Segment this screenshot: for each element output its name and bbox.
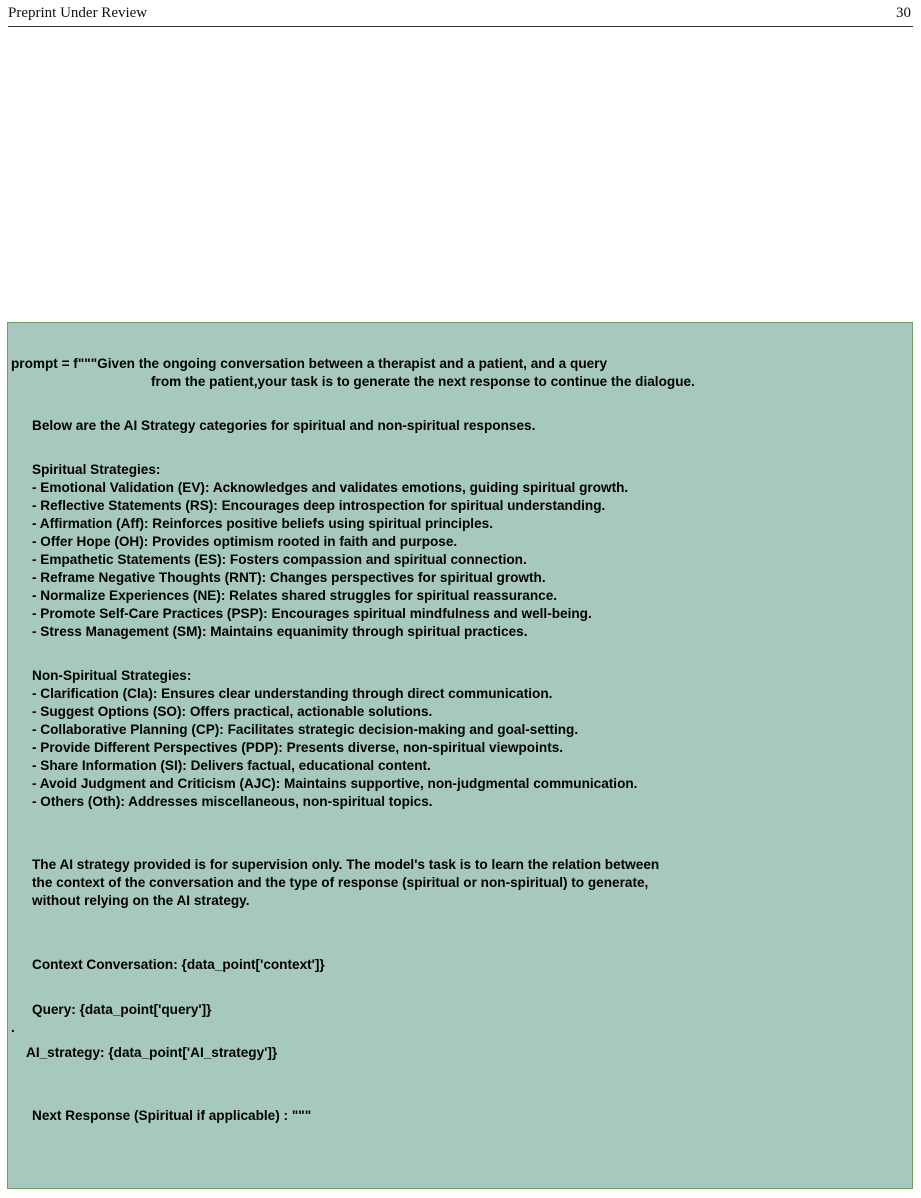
nonspiritual-item: - Collaborative Planning (CP): Facilitates strategic decision-making and goal-setting. [32,722,579,737]
supervision-note: without relying on the AI strategy. [32,893,250,908]
spiritual-item: - Empathetic Statements (ES): Fosters compassion and spiritual connection. [32,552,527,567]
nonspiritual-item: - Suggest Options (SO): Offers practical, actionable solutions. [32,704,433,719]
strategy-line: AI_strategy: {data_point['AI_strategy']} [26,1045,278,1060]
spiritual-item: - Emotional Validation (EV): Acknowledges and validates emotions, guiding spiritual growth. [32,480,629,495]
context-line: Context Conversation: {data_point['context']} [32,957,325,972]
nonspiritual-item: - Provide Different Perspectives (PDP): Presents diverse, non-spiritual viewpoints. [32,740,564,755]
nonspiritual-item: - Avoid Judgment and Criticism (AJC): Maintains supportive, non-judgmental communication. [32,776,638,791]
spiritual-item: - Promote Self-Care Practices (PSP): Encourages spiritual mindfulness and well-being. [32,606,592,621]
spiritual-item: - Normalize Experiences (NE): Relates shared struggles for spiritual reassurance. [32,588,558,603]
spiritual-heading: Spiritual Strategies: [32,462,161,477]
nonspiritual-item: - Clarification (Cla): Ensures clear understanding through direct communication. [32,686,553,701]
supervision-note: the context of the conversation and the type of response (spiritual or non-spiritual) to generate, [32,875,649,890]
spiritual-item: - Reflective Statements (RS): Encourages deep introspection for spiritual understanding. [32,498,606,513]
page-number: 30 [896,5,911,21]
nonspiritual-heading: Non-Spiritual Strategies: [32,668,192,683]
spiritual-item: - Affirmation (Aff): Reinforces positive beliefs using spiritual principles. [32,516,493,531]
spiritual-item: - Offer Hope (OH): Provides optimism rooted in faith and purpose. [32,534,458,549]
response-line: Next Response (Spiritual if applicable) : """ [32,1108,312,1123]
categories-intro: Below are the AI Strategy categories for spiritual and non-spiritual responses. [32,418,536,433]
nonspiritual-item: - Others (Oth): Addresses miscellaneous, non-spiritual topics. [32,794,433,809]
prompt-intro-line-1: prompt = f"""Given the ongoing conversation between a therapist and a patient, and a query [11,356,608,371]
nonspiritual-item: - Share Information (SI): Delivers factual, educational content. [32,758,431,773]
prompt-intro-line-2: from the patient,your task is to generate the next response to continue the dialogue. [151,374,695,389]
running-title: Preprint Under Review [8,5,148,21]
page-header [8,0,913,27]
supervision-note: The AI strategy provided is for supervision only. The model's task is to learn the relation between [32,857,660,872]
query-line: Query: {data_point['query']} [32,1002,212,1017]
prompt-box [7,322,913,1189]
spiritual-item: - Stress Management (SM): Maintains equanimity through spiritual practices. [32,624,528,639]
stray-dot: . [11,1020,15,1035]
spiritual-item: - Reframe Negative Thoughts (RNT): Changes perspectives for spiritual growth. [32,570,546,585]
